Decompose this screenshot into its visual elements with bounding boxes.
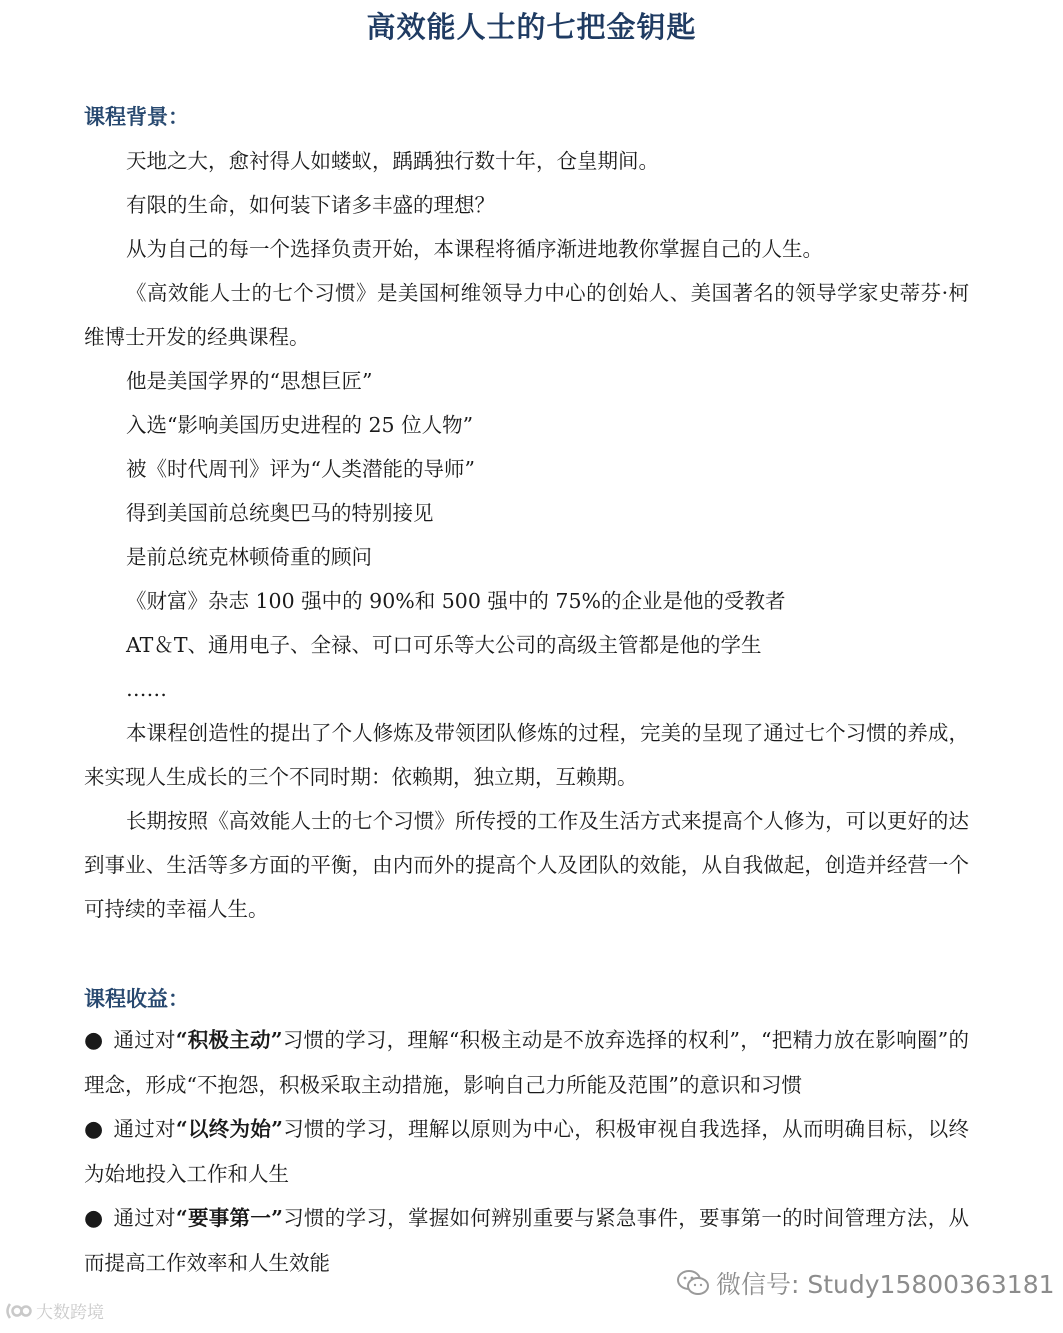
- benefit-text: 习惯的学习，理解以原则为中心，积极审视自我选择，从而明确目标，以终为始地投入工作和人生: [84, 1117, 970, 1186]
- background-paragraph: 《高效能人士的七个习惯》是美国柯维领导力中心的创始人、美国著名的领导学家史蒂芬·柯维博士开发的经典课程。: [84, 281, 969, 349]
- benefit-text: 习惯的学习，掌握如何辨别重要与紧急事件，要事第一的时间管理方法，从而提高工作效率和人生效能: [84, 1206, 970, 1275]
- bullet-icon: ●: [84, 1117, 104, 1142]
- background-paragraph: 从为自己的每一个选择负责开始，本课程将循序渐进地教你掌握自己的人生。: [126, 237, 823, 261]
- logo-icon: [4, 1300, 32, 1322]
- background-paragraph: 被《时代周刊》评为“人类潜能的导师”: [126, 457, 475, 481]
- section-heading-background: 课程背景：: [84, 104, 189, 129]
- background-paragraph: AT＆T、通用电子、全禄、可口可乐等大公司的高级主管都是他的学生: [126, 633, 762, 657]
- background-paragraph: ……: [126, 677, 167, 701]
- wechat-icon: [676, 1268, 710, 1298]
- benefits-section: [84, 1018, 969, 1285]
- background-paragraph: 他是美国学界的“思想巨匠”: [126, 369, 373, 393]
- background-paragraph: 是前总统克林顿倚重的顾问: [126, 545, 372, 569]
- background-paragraph: 长期按照《高效能人士的七个习惯》所传授的工作及生活方式来提高个人修为，可以更好的达到事业、生活等多方面的平衡，由内而外的提高个人及团队的效能，从自我做起，创造并经营一个可持续的幸福人生。: [84, 809, 969, 921]
- background-paragraph: 有限的生命，如何装下诸多丰盛的理想？: [126, 193, 495, 217]
- section-heading-benefits: 课程收益：: [84, 986, 189, 1011]
- benefit-item: [84, 1107, 969, 1196]
- background-paragraph: 天地之大，愈衬得人如蝼蚁，踽踽独行数十年，仓皇期间。: [126, 149, 659, 173]
- benefit-habit: “要事第一”: [175, 1206, 283, 1230]
- watermark-text: 微信号: Study15800363181: [716, 1270, 1055, 1299]
- background-paragraph: 得到美国前总统奥巴马的特别接见: [126, 501, 434, 525]
- page-title: 高效能人士的七把金钥匙: [366, 10, 697, 44]
- logo-text: 大数跨境: [36, 1303, 104, 1323]
- background-paragraph: 《财富》杂志 100 强中的 90%和 500 强中的 75%的企业是他的受教者: [126, 589, 786, 613]
- bullet-icon: ●: [84, 1206, 104, 1231]
- benefit-prefix: 通过对: [113, 1206, 176, 1230]
- background-paragraph: 入选“影响美国历史进程的 25 位人物”: [126, 413, 474, 437]
- brand-logo: [4, 1298, 104, 1323]
- bullet-icon: ●: [84, 1028, 104, 1053]
- benefit-item: [84, 1018, 969, 1107]
- benefit-habit: “积极主动”: [175, 1028, 283, 1052]
- benefit-text: 习惯的学习，理解“积极主动是不放弃选择的权利”，“把精力放在影响圈”的理念，形成“不抱怨，积极采取主动措施，影响自己力所能及范围”的意识和习惯: [84, 1028, 970, 1097]
- benefit-prefix: 通过对: [113, 1117, 176, 1141]
- benefit-habit: “以终为始”: [175, 1117, 283, 1141]
- benefit-prefix: 通过对: [113, 1028, 176, 1052]
- background-section: [84, 139, 969, 931]
- wechat-watermark: [672, 1263, 1059, 1303]
- background-paragraph: 本课程创造性的提出了个人修炼及带领团队修炼的过程，完美的呈现了通过七个习惯的养成，来实现人生成长的三个不同时期：依赖期，独立期，互赖期。: [84, 721, 969, 789]
